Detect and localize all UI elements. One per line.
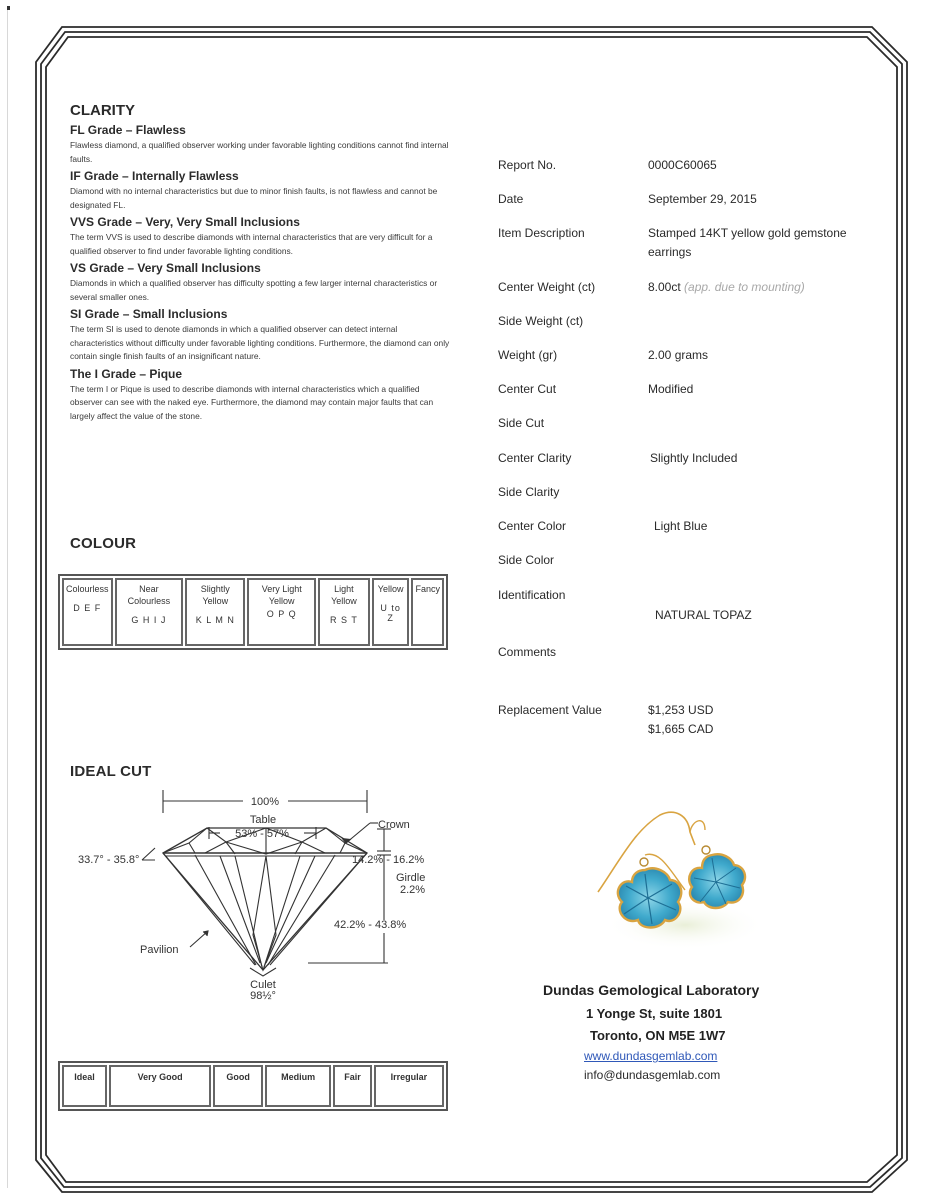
crown-angle-mark bbox=[142, 848, 155, 860]
crown-label: Crown bbox=[378, 819, 410, 831]
report-label: Weight (gr) bbox=[498, 348, 558, 362]
colour-grade-name: Colourless bbox=[66, 584, 109, 594]
pavilion-facet bbox=[195, 855, 335, 965]
report-label: Center Clarity bbox=[498, 451, 572, 465]
clarity-section bbox=[70, 102, 450, 425]
clarity-grade-text: The term VVS is used to describe diamonds with internal characteristics that are very difficult for a qualified observer to find under favorable lighting conditions. bbox=[70, 232, 433, 256]
report-label: Center Weight (ct) bbox=[498, 280, 596, 294]
report-value: 2.00 grams bbox=[648, 348, 709, 362]
ideal-cut-title: IDEAL CUT bbox=[70, 763, 152, 780]
colour-grade-codes: G H I J bbox=[131, 615, 167, 625]
report-value: $1,253 USD bbox=[648, 703, 714, 717]
clarity-grade-heading: FL Grade – Flawless bbox=[70, 123, 186, 137]
colour-grade-cell bbox=[318, 578, 370, 646]
clarity-grade-heading: VS Grade – Very Small Inclusions bbox=[70, 261, 261, 275]
report-label: Item Description bbox=[498, 226, 585, 240]
earring-loop-right bbox=[702, 846, 710, 854]
earring-hook-right bbox=[690, 821, 705, 832]
cut-grade-table bbox=[58, 1061, 448, 1111]
lab-email: info@dundasgemlab.com bbox=[584, 1068, 721, 1082]
report-label: Replacement Value bbox=[498, 703, 602, 717]
report-label: Side Color bbox=[498, 553, 555, 567]
earring-loop-left bbox=[640, 858, 648, 866]
clarity-grade-text: The term I or Pique is used to describe diamonds with internal characteristics which a qualified observer can see with the naked eye. Furthermore, the diamond may contain major faults that can largely affect the value of the stone. bbox=[70, 383, 434, 421]
scan-edge-line bbox=[7, 8, 8, 1188]
report-label: Date bbox=[498, 192, 524, 206]
report-label: Comments bbox=[498, 645, 557, 659]
report-label: Side Cut bbox=[498, 416, 545, 430]
report-value: Stamped 14KT yellow gold gemstone earrings bbox=[648, 226, 847, 259]
report-value: Slightly Included bbox=[650, 451, 738, 465]
colour-grade-codes: R S T bbox=[329, 615, 358, 625]
colour-grade-cell bbox=[372, 578, 410, 646]
lab-address-line1: 1 Yonge St, suite 1801 bbox=[586, 1006, 723, 1021]
clarity-grade bbox=[70, 215, 450, 258]
colour-grade-codes: O P Q bbox=[266, 609, 297, 619]
lab-website-link[interactable]: www.dundasgemlab.com bbox=[584, 1049, 718, 1063]
lab-name: Dundas Gemological Laboratory bbox=[543, 982, 760, 998]
clarity-grade-text: Diamond with no internal characteristics but due to minor finish faults, is not flawless and cannot be designated FL. bbox=[70, 186, 438, 210]
pavilion-label: Pavilion bbox=[140, 944, 179, 956]
cut-grade-cell: Medium bbox=[265, 1065, 331, 1107]
report-value-secondary: $1,665 CAD bbox=[648, 722, 714, 736]
girdle-label: Girdle bbox=[396, 872, 426, 884]
culet-angle-label: 98½° bbox=[250, 990, 276, 1002]
crown-facet bbox=[205, 842, 325, 854]
earrings-photo bbox=[590, 810, 770, 960]
clarity-grade bbox=[70, 261, 450, 304]
colour-grade-codes: D E F bbox=[73, 603, 102, 613]
report-value: NATURAL TOPAZ bbox=[655, 608, 752, 622]
clarity-grade-heading: VVS Grade – Very, Very Small Inclusions bbox=[70, 215, 300, 229]
report-label: Side Weight (ct) bbox=[498, 314, 584, 328]
center-weight-note: (app. due to mounting) bbox=[684, 280, 805, 294]
colour-grade-name: Very Light Yellow bbox=[261, 584, 302, 606]
clarity-grade-text: The term SI is used to denote diamonds in which a qualified observer can detect internal characteristics without difficulty under favorable lighting conditions. Furthermore, the diamond can only contain single finish faults of an insignificant nature. bbox=[70, 324, 450, 361]
table-label: Table bbox=[249, 814, 277, 826]
report-value bbox=[648, 278, 908, 297]
report-label: Center Cut bbox=[498, 382, 557, 396]
report-value: Light Blue bbox=[654, 519, 708, 533]
clarity-title: CLARITY bbox=[70, 102, 135, 119]
colour-grade-name: Slightly Yellow bbox=[200, 584, 230, 606]
clarity-grade bbox=[70, 367, 450, 424]
report-value: September 29, 2015 bbox=[648, 192, 757, 206]
diamond-proportions-diagram bbox=[70, 785, 450, 1005]
colour-scale-table bbox=[58, 574, 448, 650]
colour-grade-name: Yellow bbox=[377, 584, 404, 594]
culet-label: Culet bbox=[250, 979, 276, 991]
colour-grade-cell bbox=[62, 578, 113, 646]
colour-grade-name: Near Colourless bbox=[127, 584, 171, 606]
diamond-outline bbox=[163, 828, 367, 970]
report-label: Identification bbox=[498, 588, 566, 602]
crown-angle-label: 33.7° - 35.8° bbox=[78, 854, 140, 866]
cut-grade-cell: Very Good bbox=[109, 1065, 211, 1107]
colour-grade-codes: U to Z bbox=[380, 603, 401, 623]
girdle-value-label: 2.2% bbox=[400, 884, 426, 896]
width-label: 100% bbox=[250, 796, 280, 808]
clarity-grade-heading: SI Grade – Small Inclusions bbox=[70, 307, 228, 321]
pavilion-facet bbox=[163, 853, 367, 965]
clarity-grade-heading: IF Grade – Internally Flawless bbox=[70, 169, 239, 183]
colour-grade-cell bbox=[411, 578, 444, 646]
colour-grade-name: Light Yellow bbox=[331, 584, 357, 606]
cut-grade-cell: Ideal bbox=[62, 1065, 107, 1107]
report-label: Side Clarity bbox=[498, 485, 560, 499]
colour-grade-cell bbox=[185, 578, 245, 646]
lab-address-line2: Toronto, ON M5E 1W7 bbox=[590, 1028, 726, 1043]
report-label: Center Color bbox=[498, 519, 567, 533]
cut-grade-cell: Fair bbox=[333, 1065, 372, 1107]
clarity-grade bbox=[70, 123, 450, 166]
report-label: Report No. bbox=[498, 158, 557, 172]
report-value: 0000C60065 bbox=[648, 158, 717, 172]
colour-grade-cell bbox=[115, 578, 184, 646]
pavilion-depth-label: 42.2% - 43.8% bbox=[334, 919, 407, 931]
cut-grade-cell: Irregular bbox=[374, 1065, 444, 1107]
scan-mark bbox=[7, 6, 10, 10]
center-weight-value: 8.00ct bbox=[648, 280, 681, 294]
cut-grade-cell: Good bbox=[213, 1065, 263, 1107]
clarity-grade-heading: The I Grade – Pique bbox=[70, 366, 183, 381]
earring-gem-left bbox=[618, 868, 681, 927]
colour-grade-codes: K L M N bbox=[195, 615, 235, 625]
colour-grade-cell bbox=[247, 578, 316, 646]
colour-title: COLOUR bbox=[70, 535, 137, 552]
clarity-grade bbox=[70, 307, 450, 364]
clarity-grade-text: Diamonds in which a qualified observer has difficulty spotting a few larger internal characteristics or several smaller ones. bbox=[70, 278, 438, 302]
colour-grade-name: Fancy bbox=[415, 584, 440, 594]
clarity-grade bbox=[70, 169, 450, 212]
clarity-grade-text: Flawless diamond, a qualified observer working under favorable lighting conditions cannot find internal faults. bbox=[70, 140, 449, 164]
crown-height-label: 14.2% - 16.2% bbox=[352, 854, 425, 866]
table-range-label: 53% - 57% bbox=[235, 828, 289, 840]
report-value: Modified bbox=[648, 382, 694, 396]
